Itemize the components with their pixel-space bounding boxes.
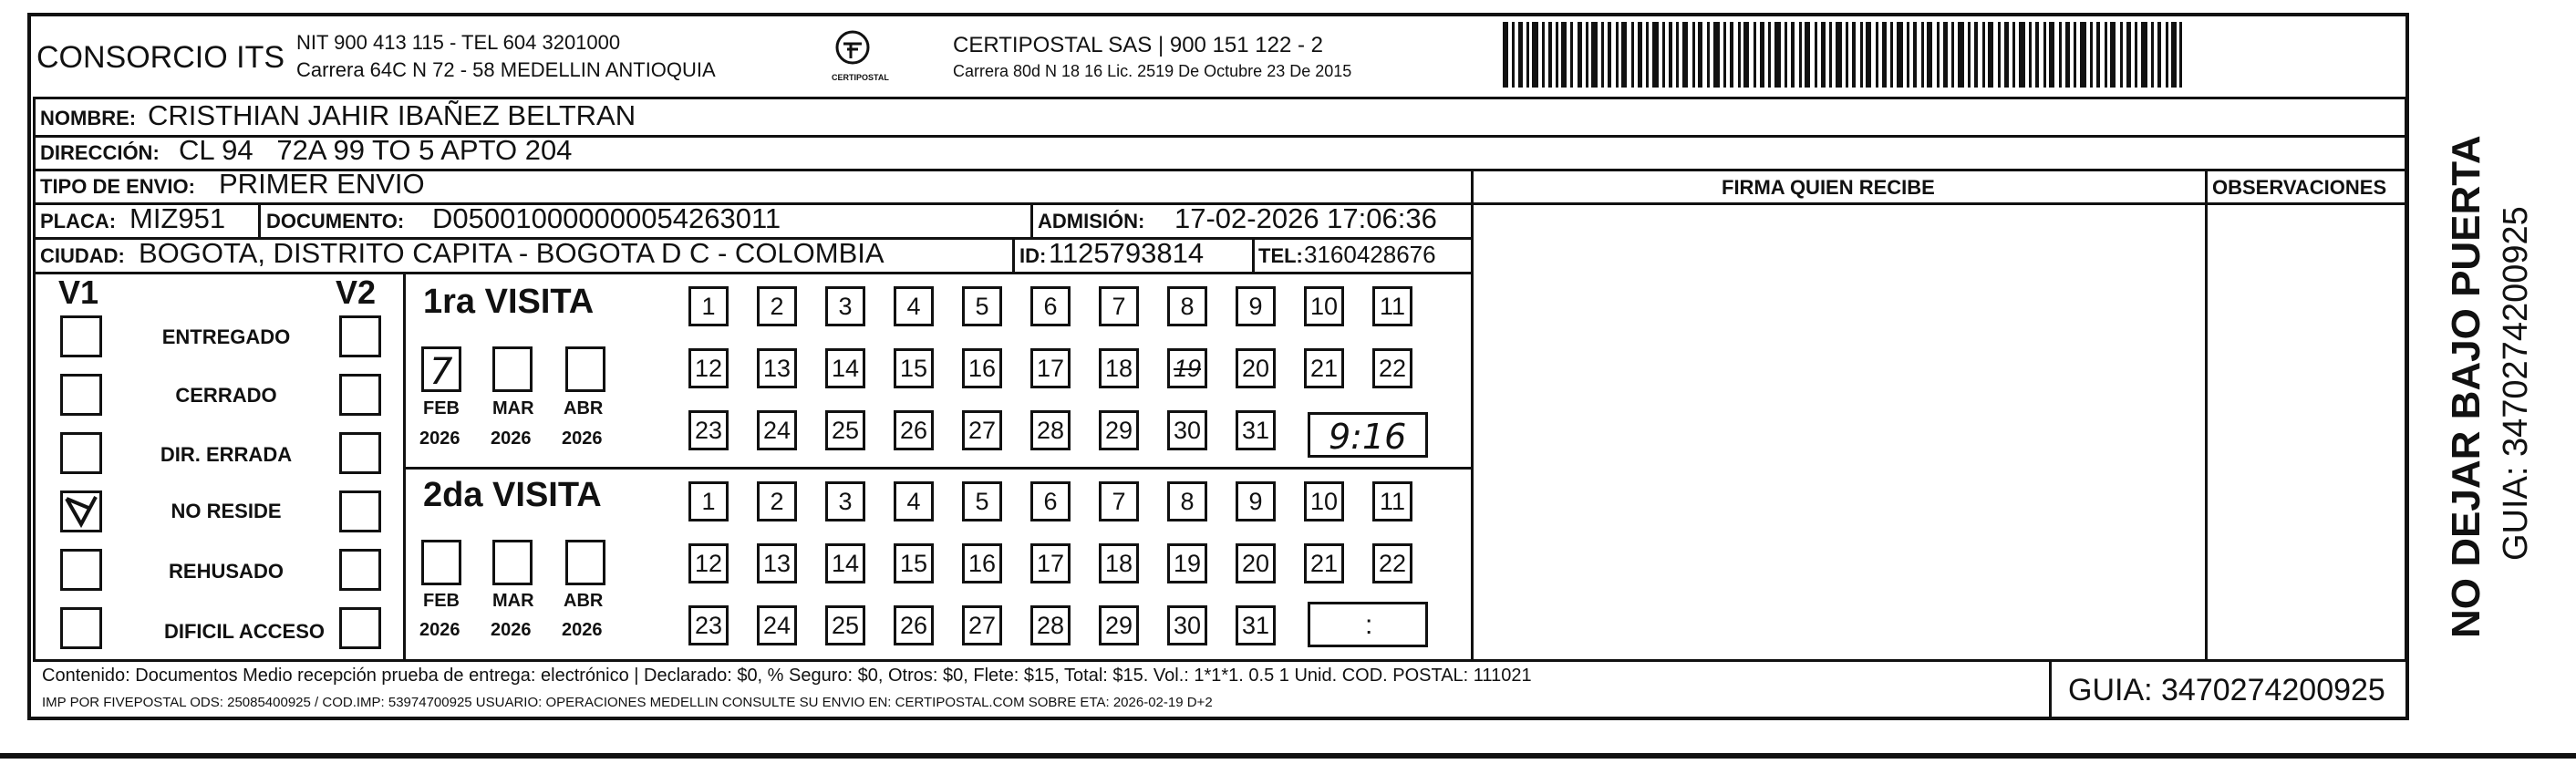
observaciones-header: OBSERVACIONES (2212, 176, 2387, 199)
second-visit-day-10[interactable]: 10 (1304, 481, 1344, 521)
second-visit-day-23[interactable]: 23 (688, 605, 729, 645)
first-visit-day-15[interactable]: 15 (894, 348, 934, 388)
first-visit-day-30[interactable]: 30 (1167, 410, 1207, 450)
second-visit-day-9[interactable]: 9 (1236, 481, 1276, 521)
first-month-feb: FEB (423, 398, 460, 418)
tel-label: TEL: (1258, 244, 1303, 267)
ciudad-value: BOGOTA, DISTRITO CAPITA - BOGOTA D C - COLOMBIA (139, 237, 885, 269)
nombre-value: CRISTHIAN JAHIR IBAÑEZ BELTRAN (148, 99, 636, 131)
second-visit-day-16[interactable]: 16 (962, 543, 1002, 583)
v2-checkbox-rehusado[interactable] (339, 549, 381, 591)
second-visit-time: : (1365, 610, 1373, 640)
second-visit-day-22[interactable]: 22 (1372, 543, 1412, 583)
second-visit-day-7[interactable]: 7 (1099, 481, 1139, 521)
first-visit-day-12[interactable]: 12 (688, 348, 729, 388)
second-visit-day-4[interactable]: 4 (894, 481, 934, 521)
first-visit-time: 9:16 (1329, 417, 1407, 457)
second-visit-day-5[interactable]: 5 (962, 481, 1002, 521)
first-visit-day-7[interactable]: 7 (1099, 286, 1139, 326)
first-visit-day-22[interactable]: 22 (1372, 348, 1412, 388)
second-month-feb-box[interactable] (421, 540, 461, 585)
v1-header: V1 (58, 274, 99, 311)
second-visit-day-13[interactable]: 13 (757, 543, 797, 583)
second-visit-day-20[interactable]: 20 (1236, 543, 1276, 583)
second-visit-day-12[interactable]: 12 (688, 543, 729, 583)
first-month-feb-box[interactable] (421, 346, 461, 392)
first-visit-day-24[interactable]: 24 (757, 410, 797, 450)
first-visit-day-31[interactable]: 31 (1236, 410, 1276, 450)
first-visit-day-13[interactable]: 13 (757, 348, 797, 388)
first-visit-day-29[interactable]: 29 (1099, 410, 1139, 450)
first-visit-day-25[interactable]: 25 (825, 410, 865, 450)
nombre-label: NOMBRE: (40, 107, 137, 129)
v1-checkbox-entregado[interactable] (60, 315, 102, 357)
admision-label: ADMISIÓN: (1038, 210, 1145, 232)
second-visit-day-3[interactable]: 3 (825, 481, 865, 521)
second-visit-day-19[interactable]: 19 (1167, 543, 1207, 583)
first-month-abr-box[interactable] (565, 346, 605, 392)
status-rehusado: REHUSADO (169, 560, 284, 583)
tipo-envio-value: PRIMER ENVIO (219, 168, 425, 200)
second-visit-day-11[interactable]: 11 (1372, 481, 1412, 521)
second-visit-day-14[interactable]: 14 (825, 543, 865, 583)
first-visit-day-19[interactable]: 19 (1167, 348, 1207, 388)
v2-checkbox-dir-errada[interactable] (339, 432, 381, 474)
first-visit-day-27[interactable]: 27 (962, 410, 1002, 450)
second-visit-day-30[interactable]: 30 (1167, 605, 1207, 645)
first-visit-day-3[interactable]: 3 (825, 286, 865, 326)
first-month-mar: MAR (492, 398, 534, 418)
first-year-abr: 2026 (562, 428, 603, 449)
second-visit-title: 2da VISITA (423, 476, 602, 514)
first-visit-day-20[interactable]: 20 (1236, 348, 1276, 388)
sender-nit: NIT 900 413 115 - TEL 604 3201000 (296, 31, 621, 54)
documento-label: DOCUMENTO: (266, 210, 405, 232)
second-month-abr-box[interactable] (565, 540, 605, 585)
second-month-mar-box[interactable] (492, 540, 533, 585)
side-guia: GUIA: 3470274200925 (2497, 206, 2535, 561)
v1-checkbox-rehusado[interactable] (60, 549, 102, 591)
first-visit-title: 1ra VISITA (423, 283, 595, 321)
company-address: Carrera 80d N 18 16 Lic. 2519 De Octubre 23 De 2015 (953, 62, 1352, 80)
logo-text: CERTIPOSTAL (832, 73, 889, 82)
first-visit-day-28[interactable]: 28 (1030, 410, 1071, 450)
tipo-envio-label: TIPO DE ENVIO: (40, 175, 195, 198)
footer-imp: IMP POR FIVEPOSTAL ODS: 25085400925 / COD.IMP: 53974700925 USUARIO: OPERACIONES MEDELLIN CONSULTE SU ENVIO EN: CERTIPOSTAL.COM SOBRE ETA: 2026-02-19 D+2 (42, 695, 1213, 710)
first-visit-day-9[interactable]: 9 (1236, 286, 1276, 326)
barcode (1503, 22, 2182, 88)
second-visit-time-box[interactable] (1308, 602, 1428, 647)
status-dificil-acceso: DIFICIL ACCESO (163, 620, 325, 643)
documento-value: D050010000000054263011 (432, 202, 781, 234)
second-visit-day-8[interactable]: 8 (1167, 481, 1207, 521)
first-visit-day-23[interactable]: 23 (688, 410, 729, 450)
placa-value: MIZ951 (129, 202, 226, 234)
second-visit-day-28[interactable]: 28 (1030, 605, 1071, 645)
second-visit-day-2[interactable]: 2 (757, 481, 797, 521)
second-year-mar: 2026 (491, 620, 532, 640)
v1-checkbox-cerrado[interactable] (60, 374, 102, 416)
first-visit-time-box[interactable] (1308, 412, 1428, 458)
sender-address: Carrera 64C N 72 - 58 MEDELLIN ANTIOQUIA (296, 58, 716, 81)
direccion-label: DIRECCIÓN: (40, 141, 160, 164)
second-month-feb: FEB (423, 591, 460, 611)
v2-checkbox-cerrado[interactable] (339, 374, 381, 416)
first-visit-day-18[interactable]: 18 (1099, 348, 1139, 388)
first-visit-day-2[interactable]: 2 (757, 286, 797, 326)
footer-content: Contenido: Documentos Medio recepción prueba de entrega: electrónico | Declarado: $0, % Seguro: $0, Otros: $0, Flete: $15, Total: $15. Vol.: 1*1*1. 0.5 1 Unid. COD. POSTAL: 111021 (42, 666, 1532, 686)
second-visit-day-24[interactable]: 24 (757, 605, 797, 645)
second-visit-day-18[interactable]: 18 (1099, 543, 1139, 583)
side-warning: NO DEJAR BAJO PUERTA (2444, 135, 2488, 638)
first-visit-day-26[interactable]: 26 (894, 410, 934, 450)
second-visit-day-15[interactable]: 15 (894, 543, 934, 583)
status-dir-errada: DIR. ERRADA (160, 443, 293, 466)
first-visit-day-8[interactable]: 8 (1167, 286, 1207, 326)
first-visit-day-21[interactable]: 21 (1304, 348, 1344, 388)
first-visit-day-10[interactable]: 10 (1304, 286, 1344, 326)
second-visit-day-6[interactable]: 6 (1030, 481, 1071, 521)
checkmark-icon (63, 493, 99, 530)
second-visit-day-25[interactable]: 25 (825, 605, 865, 645)
first-visit-day-4[interactable]: 4 (894, 286, 934, 326)
v2-checkbox-entregado[interactable] (339, 315, 381, 357)
first-visit-day-11[interactable]: 11 (1372, 286, 1412, 326)
second-visit-day-26[interactable]: 26 (894, 605, 934, 645)
second-month-mar: MAR (492, 591, 534, 611)
page-bottom-edge (0, 753, 2576, 759)
second-visit-day-27[interactable]: 27 (962, 605, 1002, 645)
second-visit-day-31[interactable]: 31 (1236, 605, 1276, 645)
first-month-mark: 7 (429, 351, 453, 393)
id-label: ID: (1019, 244, 1047, 267)
v2-checkbox-dificil-acceso[interactable] (339, 607, 381, 649)
first-year-mar: 2026 (491, 428, 532, 449)
first-visit-day-5[interactable]: 5 (962, 286, 1002, 326)
second-year-abr: 2026 (562, 620, 603, 640)
first-month-mar-box[interactable] (492, 346, 533, 392)
tel-value: 3160428676 (1304, 241, 1436, 268)
status-no-reside: NO RESIDE (171, 500, 282, 522)
first-month-abr: ABR (564, 398, 604, 418)
second-year-feb: 2026 (419, 620, 460, 640)
first-visit-day-6[interactable]: 6 (1030, 286, 1071, 326)
first-visit-day-1[interactable]: 1 (688, 286, 729, 326)
second-visit-day-21[interactable]: 21 (1304, 543, 1344, 583)
v1-checkbox-no-reside[interactable] (60, 490, 102, 532)
v2-checkbox-no-reside[interactable] (339, 490, 381, 532)
second-visit-day-29[interactable]: 29 (1099, 605, 1139, 645)
first-visit-day-16[interactable]: 16 (962, 348, 1002, 388)
footer-guia: GUIA: 3470274200925 (2068, 673, 2385, 707)
second-month-abr: ABR (564, 591, 604, 611)
company-name: CERTIPOSTAL SAS | 900 151 122 - 2 (953, 33, 1323, 57)
firma-header: FIRMA QUIEN RECIBE (1722, 176, 1935, 199)
first-year-feb: 2026 (419, 428, 460, 449)
status-cerrado: CERRADO (175, 384, 277, 407)
first-visit-day-14[interactable]: 14 (825, 348, 865, 388)
v1-checkbox-dificil-acceso[interactable] (60, 607, 102, 649)
placa-label: PLACA: (40, 210, 117, 232)
v2-header: V2 (336, 274, 377, 311)
status-entregado: ENTREGADO (161, 325, 291, 348)
admision-value: 17-02-2026 17:06:36 (1174, 202, 1437, 234)
v1-checkbox-dir-errada[interactable] (60, 432, 102, 474)
sender-name: CONSORCIO ITS (36, 40, 285, 75)
direccion-value: CL 94 72A 99 TO 5 APTO 204 (179, 134, 573, 166)
second-visit-day-1[interactable]: 1 (688, 481, 729, 521)
ciudad-label: CIUDAD: (40, 244, 125, 267)
id-value: 1125793814 (1049, 237, 1205, 269)
first-visit-day-17[interactable]: 17 (1030, 348, 1071, 388)
second-visit-day-17[interactable]: 17 (1030, 543, 1071, 583)
